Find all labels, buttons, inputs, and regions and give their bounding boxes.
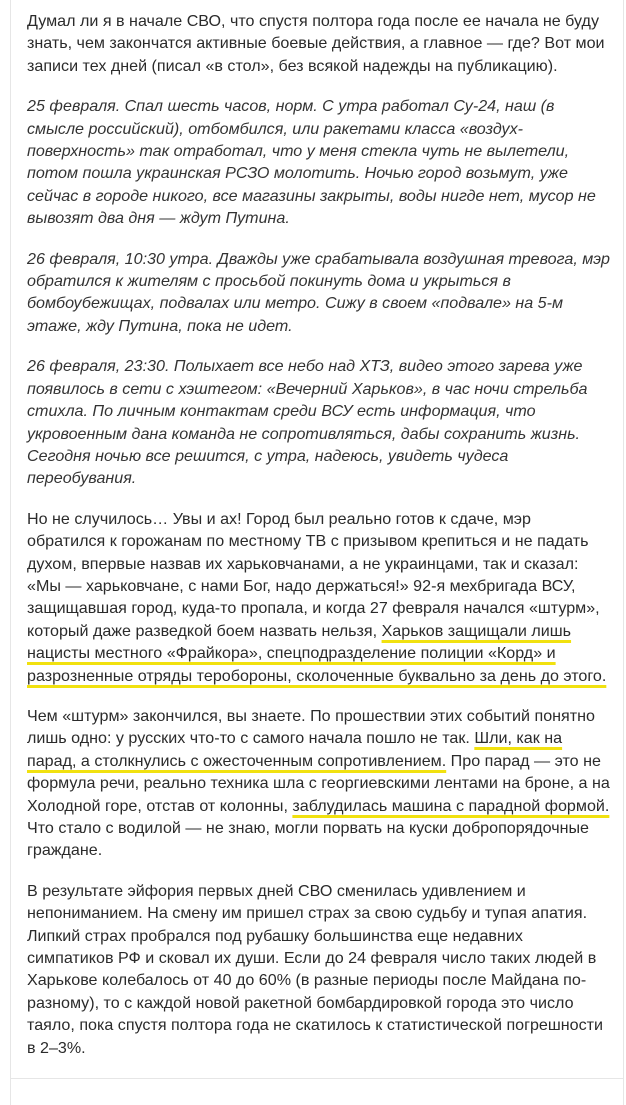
diary-entry-feb-26-morning: 26 февраля, 10:30 утра. Дважды уже срабатывала воздушная тревога, мэр обратился к жителям с просьбой покинуть дома и укрыться в бомбоубежищах, подвалах или метро. Сижу в своем «подвале» на 5-м этаже, жду Путина, пока не идет. [27,249,610,335]
paragraph-parade-text-2: Про парад — это не формула речи, реально техника шла с георгиевскими лентами на броне, а на Холодной горе, отстав от колонны, [27,751,610,815]
page-left-border [10,0,11,1105]
paragraph-parade-text-1: Чем «штурм» закончился, вы знаете. По прошествии этих событий понятно лишь одно: у русских что-то с самого начала пошло не так. [27,706,595,748]
highlighted-parade: Шли, как на парад, а столкнулись с ожесточенным сопротивлением. [27,729,563,770]
diary-entry-feb-25: 25 февраля. Спал шесть часов, норм. С утра работал Су-24, наш (в смысле российский), отбомбился, или ракетами класса «воздух-поверхность» так отработал, что у меня стекла чуть не вылетели, потом пошла украинская РСЗО молотить. Ночью город возьмут, уже сейчас в городе никого, все магазины закрыты, воды нигде нет, мусор не вывозят два дня — ждут Путина. [27,97,596,228]
highlighted-uniform-car: заблудилась машина с парадной формой. [292,796,610,815]
paragraph-parade-text-3: Что стало с водилой — не знаю, могли порвать на куски добропорядочные граждане. [27,819,589,860]
paragraph-storm [27,508,612,687]
highlighted-defenders: Харьков защищали лишь нацисты местного «Фрайкора», спецподразделение полиции «Корд» и разрозненные отряды теробороны, сколоченные буквально за день до этого. [27,621,607,685]
intro-paragraph: Думал ли я в начале СВО, что спустя полтора года после ее начала не буду знать, чем закончатся активные боевые действия, а главное — где? Вот мои записи тех дней (писал «в стол», без всякой надежды на публикацию). [27,12,605,75]
bottom-divider [10,1078,624,1079]
paragraph-parade [27,705,612,862]
paragraph-result: В результате эйфория первых дней СВО сменилась удивлением и непониманием. На смену им пришел страх за свою судьбу и тупая апатия. Липкий страх пробрался под рубашку большинства еще недавних симпатиков РФ и сковал их души. Если до 24 февраля число таких людей в Харькове колебалось от 40 до 60% (в разные периоды после Майдана по-разному), то с каждой новой ракетной бомбардировкой города это число таяло, пока спустя полтора года не скатилось к статистической погрешности в 2–3%. [27,881,604,1057]
paragraph-storm-text: Но не случилось… Увы и ах! Город был реально готов к сдаче, мэр обратился к горожанам по местному ТВ с призывом крепиться и не падать духом, впервые назвав их харьковчанами, а не украинцами, так и сказал: «Мы — харьковчане, с нами Бог, надо держаться!» 92-я мехбригада ВСУ, защищавшая город, куда-то пропала, и когда 27 февраля начался «штурм», который даже разведкой боем назвать нельзя, [27,509,600,640]
diary-entry-feb-26-night: 26 февраля, 23:30. Полыхает все небо над ХТЗ, видео этого зарева уже появилось в сети с хэштегом: «Вечерний Харьков», в час ночи стрельба стихла. По личным контактам среди ВСУ есть информация, что укровоенным дана команда не сопротивляться, дабы сохранить жизнь. Сегодня ночью все решится, с утра, надеюсь, увидеть чудеса переобувания. [27,357,588,488]
page-right-border [623,0,624,1105]
